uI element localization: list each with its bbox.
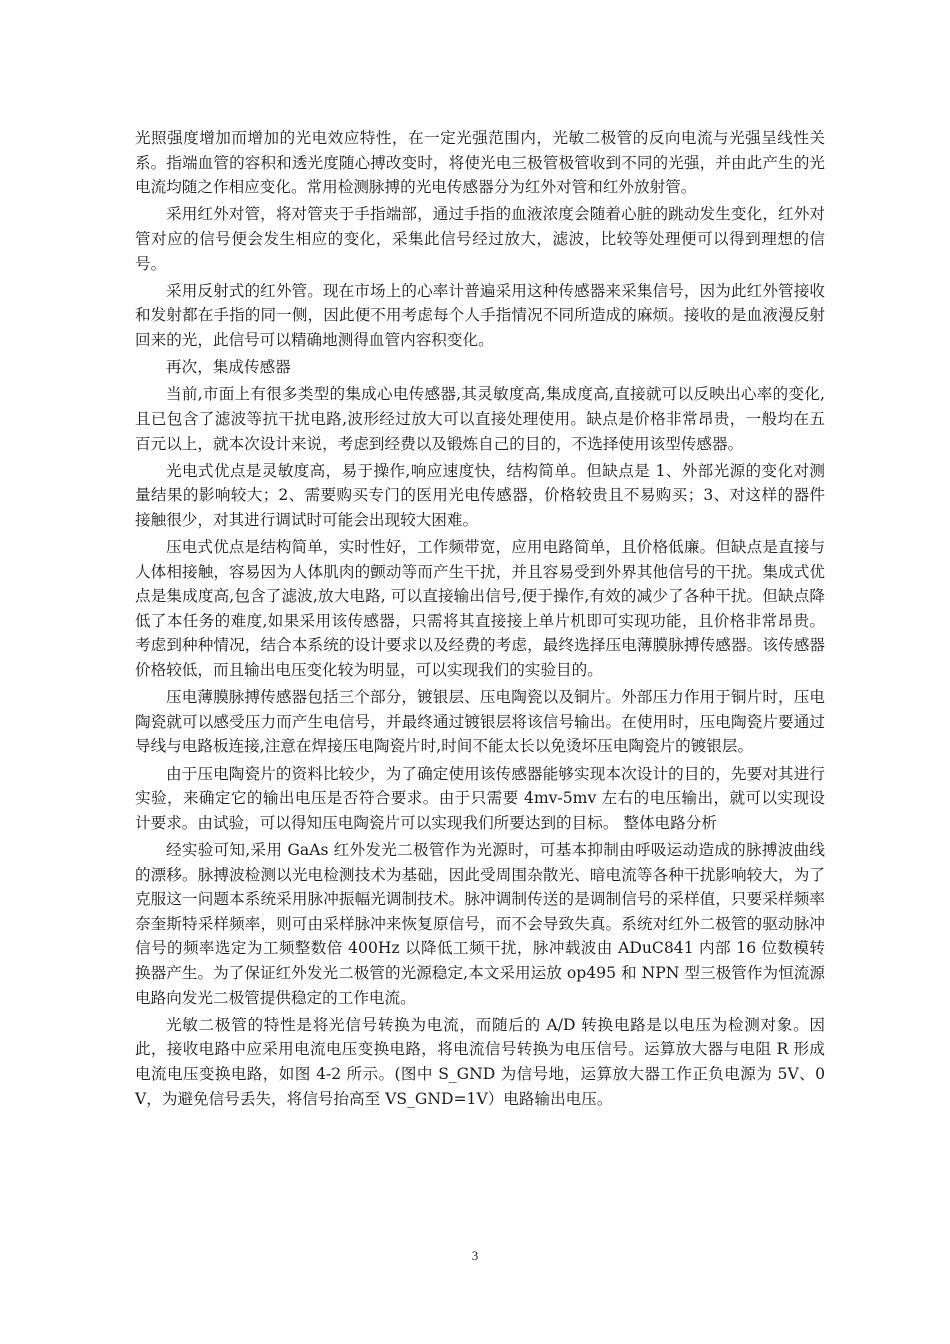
- page-number: 3: [471, 1248, 479, 1263]
- paragraph: 采用红外对管，将对管夹于手指端部，通过手指的血液浓度会随着心脏的跳动发生变化，红外对管对应的信号便会发生相应的变化，采集此信号经过放大，滤波，比较等处理便可以得到理想的信号。: [135, 205, 825, 273]
- paragraph: 由于压电陶瓷片的资料比较少，为了确定使用该传感器能够实现本次设计的目的，先要对其进行实验，来确定它的输出电压是否符合要求。由于只需要 4mv-5mv 左右的电压输出，就可以实现设计要求。由试验，可以得知压电陶瓷片可以实现我们所要达到的目标。 整体电路分析: [135, 764, 825, 832]
- paragraph: 采用反射式的红外管。现在市场上的心率计普遍采用这种传感器来采集信号，因为此红外管接收和发射都在手指的同一侧，因此便不用考虑每个人手指情况不同所造成的麻烦。接收的是血液漫反射回来的光，此信号可以精确地测得血管内容积变化。: [135, 281, 825, 349]
- body-text: [135, 126, 825, 1114]
- paragraph: 压电式优点是结构简单，实时性好，工作频带宽，应用电路简单，且价格低廉。但缺点是直接与人体相接触，容易因为人体肌肉的颤动等而产生干扰，并且容易受到外界其他信号的干扰。集成式优点是集成度高,包含了滤波,放大电路, 可以直接输出信号,便于操作,有效的减少了各种干扰。但缺点降低了本任务的难度,如果采用该传感器，只需将其直接接上单片机即可实现功能，且价格非常昂贵。考虑到种种情况，结合本系统的设计要求以及经费的考虑，最终选择压电薄膜脉搏传感器。该传感器价格较低，而且输出电压变化较为明显，可以实现我们的实验目的。: [135, 538, 825, 680]
- paragraph: 当前,市面上有很多类型的集成心电传感器,其灵敏度高,集成度高,直接就可以反映出心率的变化,且已包含了滤波等抗干扰电路,波形经过放大可以直接处理使用。缺点是价格非常昂贵，一般均在五百元以上，就本次设计来说，考虑到经费以及锻炼自己的目的，不选择使用该型传感器。: [135, 385, 825, 453]
- paragraph: 光敏二极管的特性是将光信号转换为电流，而随后的 A/D 转换电路是以电压为检测对象。因此，接收电路中应采用电流电压变换电路，将电流信号转换为电压信号。运算放大器与电阻 R 形成电流电压变换电路，如图 4-2 所示。(图中 S_GND 为信号地，运算放大器工作正负电源为 5V、0V，为避免信号丢失，将信号抬高至 VS_GND=1V）电路输出电压。: [135, 1015, 825, 1108]
- paragraph: 再次，集成传感器: [166, 358, 291, 377]
- paragraph: 经实验可知,采用 GaAs 红外发光二极管作为光源时，可基本抑制由呼吸运动造成的脉搏波曲线的漂移。脉搏波检测以光电检测技术为基础，因此受周围杂散光、暗电流等各种干扰影响较大，为了克服这一问题本系统采用脉冲振幅光调制技术。脉冲调制传送的是调制信号的采样值，只要采样频率奈奎斯特采样频率，则可由采样脉冲来恢复原信号，而不会导致失真。系统对红外二极管的驱动脉冲信号的频率选定为工频整数倍 400Hz 以降低工频干扰，脉冲载波由 ADuC841 内部 16 位数模转换器产生。为了保证红外发光二极管的光源稳定,本文采用运放 op495 和 NPN 型三极管作为恒流源电路向发光二极管提供稳定的工作电流。: [135, 840, 825, 1007]
- paragraph: 光电式优点是灵敏度高，易于操作,响应速度快，结构简单。但缺点是 1、外部光源的变化对测量结果的影响较大；2、需要购买专门的医用光电传感器，价格较贵且不易购买；3、对这样的器件接触很少，对其进行调试时可能会出现较大困难。: [135, 461, 825, 529]
- paragraph: 压电薄膜脉搏传感器包括三个部分，镀银层、压电陶瓷以及铜片。外部压力作用于铜片时，压电陶瓷就可以感受压力而产生电信号，并最终通过镀银层将该信号输出。在使用时，压电陶瓷片要通过导线与电路板连接,注意在焊接压电陶瓷片时,时间不能太长以免烫坏压电陶瓷片的镀银层。: [135, 688, 825, 756]
- paragraph: 光照强度增加而增加的光电效应特性，在一定光强范围内，光敏二极管的反向电流与光强呈线性关系。指端血管的容积和透光度随心搏改变时，将使光电三极管极管收到不同的光强，并由此产生的光电流均随之作相应变化。常用检测脉搏的光电传感器分为红外对管和红外放射管。: [135, 129, 825, 197]
